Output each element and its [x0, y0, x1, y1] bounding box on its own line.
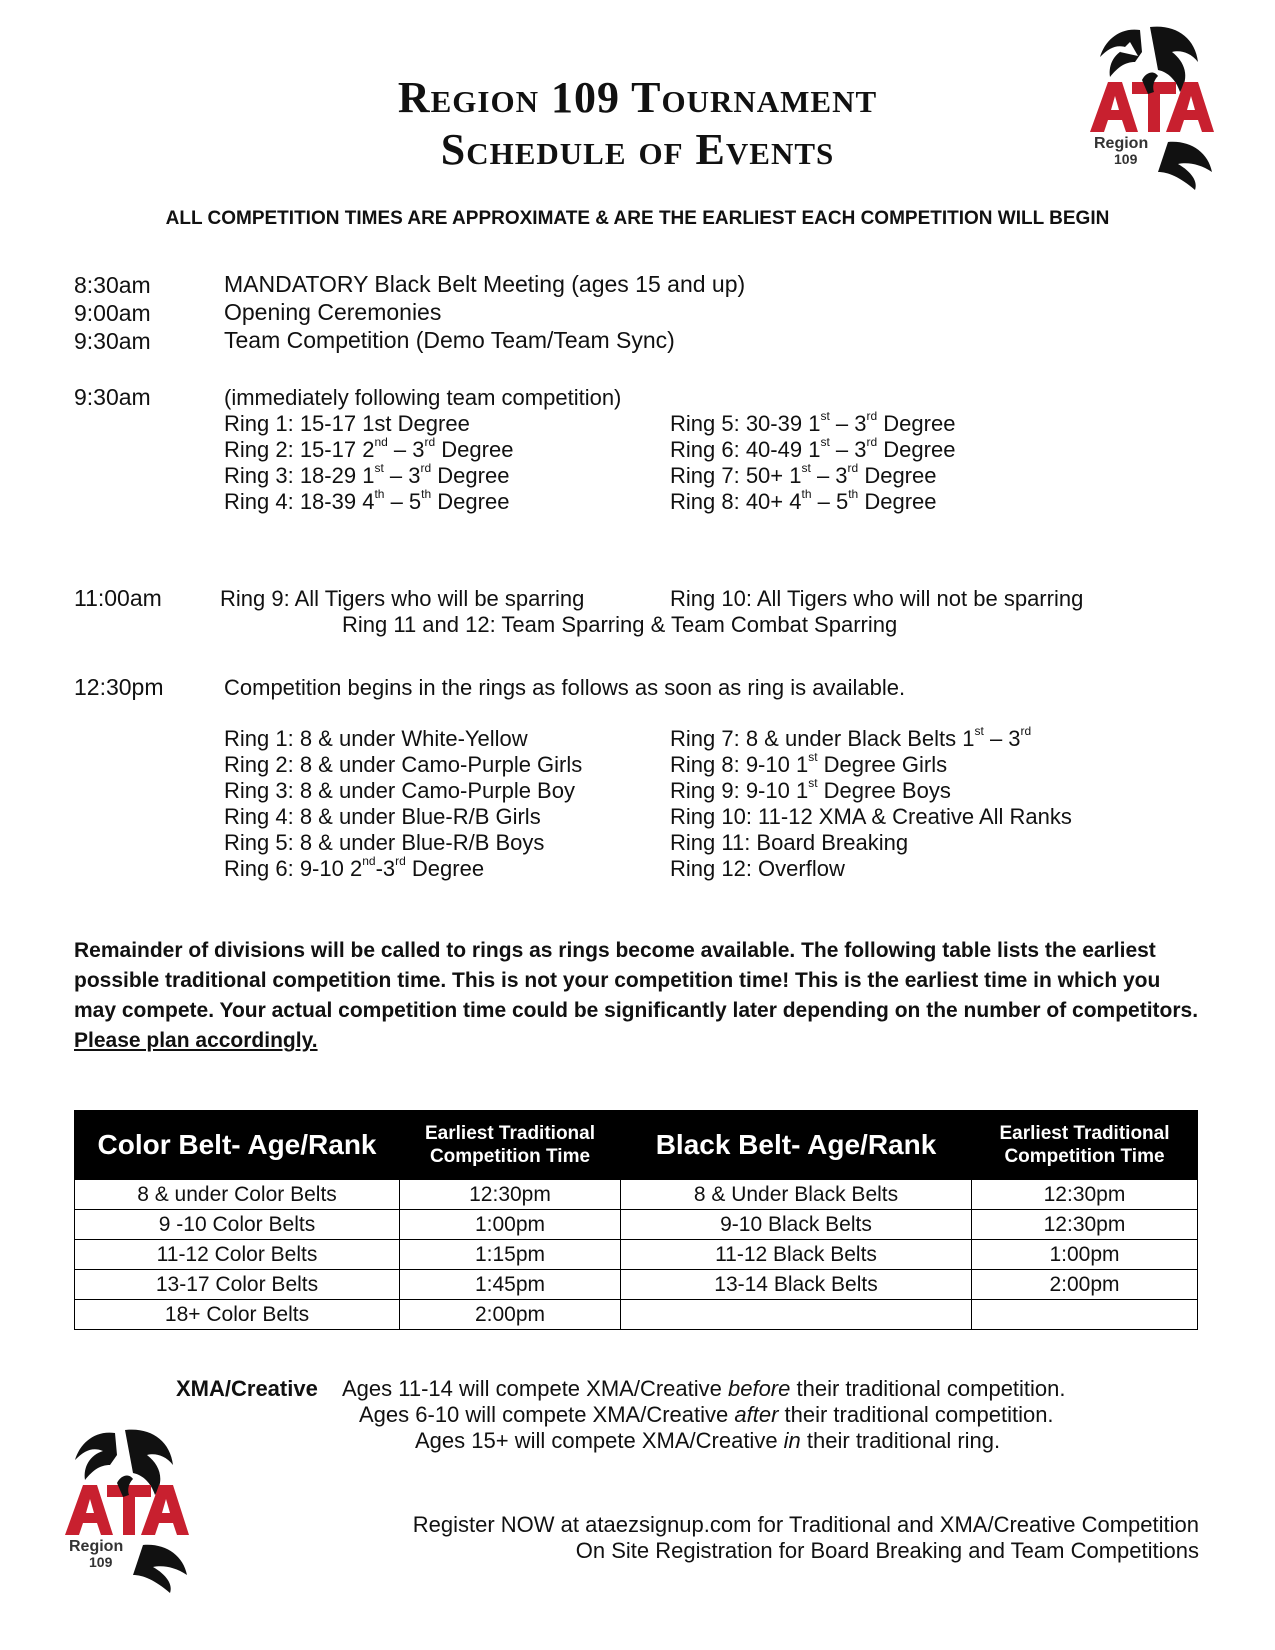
- table-cell: 8 & under Color Belts: [75, 1180, 400, 1210]
- ring-line: Ring 8: 9-10 1st Degree Girls: [670, 750, 948, 777]
- ata-letters: [65, 1476, 189, 1535]
- event-930: Team Competition (Demo Team/Team Sync): [224, 327, 675, 353]
- ring-line: Ring 4: 8 & under Blue-R/B Girls: [224, 804, 541, 829]
- logo-number-text: 109: [89, 1554, 113, 1570]
- time-930: 9:30am: [74, 328, 151, 354]
- ring-line: Ring 5: 8 & under Blue-R/B Boys: [224, 830, 545, 855]
- time-930-rings: 9:30am: [74, 384, 151, 410]
- plan-accordingly: Please plan accordingly.: [74, 1029, 318, 1052]
- xma-line-1: Ages 11-14 will compete XMA/Creative before their traditional competition.: [342, 1376, 1066, 1401]
- ring-line: Ring 11: Board Breaking: [670, 830, 909, 855]
- table-cell: 12:30pm: [972, 1210, 1198, 1240]
- table-row: [75, 1300, 1198, 1330]
- table-row: [75, 1180, 1198, 1210]
- col-header-black-belt: Black Belt- Age/Rank: [621, 1111, 972, 1180]
- table-cell: 13-14 Black Belts: [621, 1270, 972, 1300]
- time-1230: 12:30pm: [74, 674, 164, 700]
- ring-line: Ring 1: 8 & under White-Yellow: [224, 726, 528, 751]
- ring-line: Ring 2: 15-17 2nd – 3rd Degree: [224, 435, 514, 462]
- ring-11-12-team: Ring 11 and 12: Team Sparring & Team Combat Sparring: [342, 612, 898, 637]
- ring-line: Ring 6: 9-10 2nd-3rd Degree: [224, 854, 485, 881]
- table-row: [75, 1240, 1198, 1270]
- col-header-color-time: Earliest Traditional Competition Time: [400, 1111, 621, 1180]
- competition-time-table: [74, 1110, 1198, 1330]
- ring-line: Ring 9: 9-10 1st Degree Boys: [670, 776, 951, 803]
- ring-line: Ring 3: 8 & under Camo-Purple Boy: [224, 778, 575, 803]
- ring-line: Ring 5: 30-39 1st – 3rd Degree: [670, 409, 956, 436]
- register-online-text: Register NOW at ataezsignup.com for Traditional and XMA/Creative Competition: [412, 1512, 1199, 1537]
- table-cell: 13-17 Color Belts: [75, 1270, 400, 1300]
- col-header-black-time: Earliest Traditional Competition Time: [972, 1111, 1198, 1180]
- logo-region-text: Region: [69, 1538, 124, 1555]
- xma-label: XMA/Creative: [176, 1376, 318, 1401]
- ring-line: Ring 2: 8 & under Camo-Purple Girls: [224, 752, 583, 777]
- ring-9-tigers: Ring 9: All Tigers who will be sparring: [220, 586, 585, 611]
- times-notice: ALL COMPETITION TIMES ARE APPROXIMATE & ARE THE EARLIEST EACH COMPETITION WILL BEGIN: [165, 208, 1110, 229]
- table-cell: 18+ Color Belts: [75, 1300, 400, 1330]
- ring-line: Ring 7: 8 & under Black Belts 1st – 3rd: [670, 724, 1032, 751]
- ring-line: Ring 7: 50+ 1st – 3rd Degree: [670, 461, 937, 488]
- table-cell: 12:30pm: [972, 1180, 1198, 1210]
- ring-line: Ring 6: 40-49 1st – 3rd Degree: [670, 435, 956, 462]
- onsite-registration-text: On Site Registration for Board Breaking and Team Competitions: [575, 1538, 1199, 1563]
- table-cell: 9-10 Black Belts: [621, 1210, 972, 1240]
- table-cell: 8 & Under Black Belts: [621, 1180, 972, 1210]
- block-930-intro: (immediately following team competition): [224, 385, 622, 410]
- ring-line: Ring 1: 15-17 1st Degree: [224, 411, 470, 436]
- xma-line-2: Ages 6-10 will compete XMA/Creative after their traditional competition.: [359, 1402, 1054, 1427]
- page-title-line2: Schedule of Events: [440, 125, 835, 174]
- table-cell: 1:15pm: [400, 1240, 621, 1270]
- block-1230-intro: Competition begins in the rings as follows as soon as ring is available.: [224, 675, 906, 700]
- ring-line: Ring 12: Overflow: [670, 856, 845, 881]
- page-title-line1: Region 109 Tournament: [397, 73, 878, 122]
- table-cell: 1:00pm: [972, 1240, 1198, 1270]
- time-830: 8:30am: [74, 272, 151, 298]
- ring-line: Ring 8: 40+ 4th – 5th Degree: [670, 487, 937, 514]
- remainder-paragraph: [74, 936, 1204, 1056]
- ring-line: Ring 3: 18-29 1st – 3rd Degree: [224, 461, 510, 488]
- xma-line-3: Ages 15+ will compete XMA/Creative in their traditional ring.: [415, 1428, 1001, 1453]
- table-cell: 2:00pm: [972, 1270, 1198, 1300]
- table-cell: 11-12 Color Belts: [75, 1240, 400, 1270]
- table-cell: 12:30pm: [400, 1180, 621, 1210]
- col-header-color-belt: Color Belt- Age/Rank: [75, 1111, 400, 1180]
- table-row: [75, 1210, 1198, 1240]
- table-cell: 1:45pm: [400, 1270, 621, 1300]
- table-cell: 11-12 Black Belts: [621, 1240, 972, 1270]
- table-cell: 2:00pm: [400, 1300, 621, 1330]
- remainder-text: Remainder of divisions will be called to rings as rings become available. The following table lists the earliest possible traditional competition time. This is not your competition time! This is the earliest time in which you may compete. Your actual competition time could be significantly later depending on the number of competitors.: [74, 939, 1199, 1022]
- time-1100: 11:00am: [74, 585, 162, 611]
- logo-region-text: Region: [1094, 135, 1149, 152]
- event-900: Opening Ceremonies: [224, 299, 442, 325]
- event-830: MANDATORY Black Belt Meeting (ages 15 and up): [224, 271, 746, 297]
- ring-line: Ring 10: 11-12 XMA & Creative All Ranks: [670, 804, 1072, 829]
- time-900: 9:00am: [74, 300, 151, 326]
- table-cell: 1:00pm: [400, 1210, 621, 1240]
- ring-10-tigers: Ring 10: All Tigers who will not be sparring: [670, 586, 1084, 611]
- ring-line: Ring 4: 18-39 4th – 5th Degree: [224, 487, 510, 514]
- table-cell: 9 -10 Color Belts: [75, 1210, 400, 1240]
- table-cell: [972, 1300, 1198, 1330]
- table-cell: [621, 1300, 972, 1330]
- table-row: [75, 1270, 1198, 1300]
- logo-number-text: 109: [1114, 151, 1138, 167]
- ata-logo-bottom: [55, 1425, 205, 1595]
